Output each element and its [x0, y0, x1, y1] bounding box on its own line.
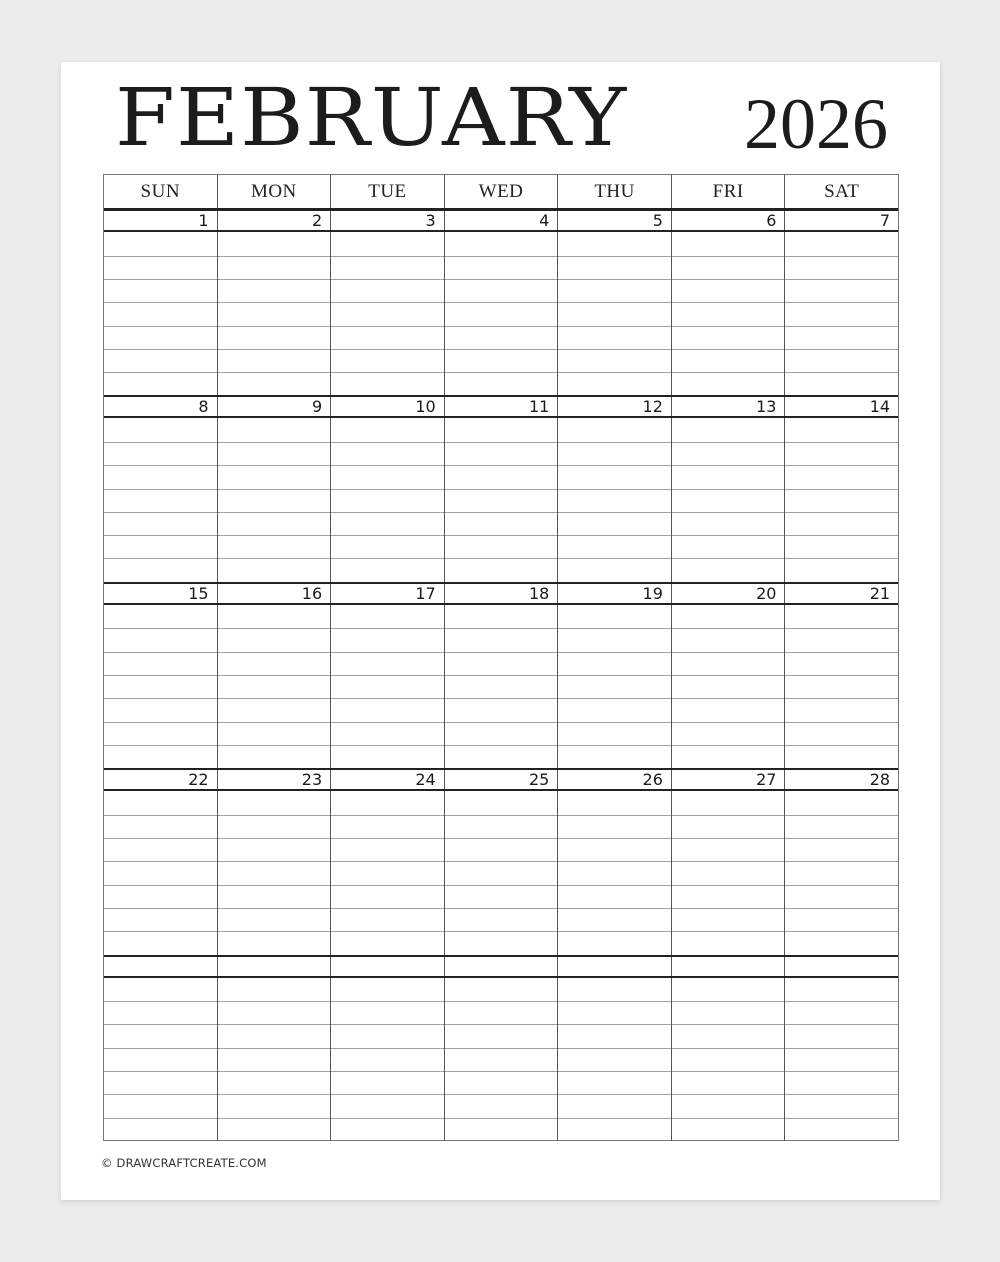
- note-line: [785, 745, 898, 746]
- note-line: [558, 745, 671, 746]
- note-line: [558, 1071, 671, 1072]
- day-cell[interactable]: [104, 395, 217, 581]
- note-line: [558, 652, 671, 653]
- day-cell[interactable]: [557, 582, 671, 768]
- note-line: [331, 512, 444, 513]
- day-cell[interactable]: [217, 955, 331, 1141]
- note-line: [558, 628, 671, 629]
- day-number: 25: [528, 770, 550, 790]
- note-line: [672, 1094, 785, 1095]
- note-line: [558, 838, 671, 839]
- day-cell[interactable]: [217, 395, 331, 581]
- note-line: [445, 885, 558, 886]
- note-line: [558, 512, 671, 513]
- note-line: [218, 1094, 331, 1095]
- note-line: [558, 931, 671, 932]
- day-number: 7: [879, 211, 891, 230]
- week-row: [104, 768, 898, 954]
- note-line: [218, 815, 331, 816]
- day-cell[interactable]: [104, 955, 217, 1141]
- day-cell[interactable]: [671, 955, 785, 1141]
- note-line: [785, 512, 898, 513]
- note-line: [104, 628, 217, 629]
- day-number: 6: [766, 211, 777, 230]
- day-cell[interactable]: [784, 395, 898, 581]
- day-cell[interactable]: [557, 209, 671, 395]
- day-cell[interactable]: [784, 209, 898, 395]
- note-line: [218, 722, 331, 723]
- note-line: [445, 628, 558, 629]
- day-cell[interactable]: [330, 209, 444, 395]
- note-line: [445, 302, 558, 303]
- copyright-footer: © DRAWCRAFTCREATE.COM: [101, 1156, 267, 1170]
- note-line: [785, 931, 898, 932]
- note-line: [445, 908, 558, 909]
- day-cell[interactable]: [557, 955, 671, 1141]
- note-line: [785, 815, 898, 816]
- note-line: [672, 1001, 785, 1002]
- day-cell[interactable]: [557, 768, 671, 954]
- note-line: [218, 652, 331, 653]
- note-line: [104, 279, 217, 280]
- weekday-sun: SUN: [140, 181, 181, 202]
- note-line: [218, 489, 331, 490]
- note-line: [672, 1048, 785, 1049]
- note-line: [445, 838, 558, 839]
- note-line: [672, 302, 785, 303]
- note-line: [785, 1118, 898, 1119]
- note-line: [785, 279, 898, 280]
- note-line: [331, 442, 444, 443]
- note-line: [785, 675, 898, 676]
- note-line: [445, 489, 558, 490]
- note-line: [331, 349, 444, 350]
- note-line: [445, 652, 558, 653]
- day-cell[interactable]: [330, 395, 444, 581]
- day-number: 15: [188, 583, 209, 603]
- note-line: [104, 1094, 217, 1095]
- note-line: [672, 675, 785, 676]
- note-line: [672, 722, 785, 723]
- note-line: [218, 558, 331, 559]
- note-line: [218, 256, 331, 257]
- note-line: [785, 908, 898, 909]
- note-line: [331, 861, 444, 862]
- note-line: [104, 908, 217, 909]
- note-line: [445, 1118, 558, 1119]
- note-line: [331, 465, 444, 466]
- day-cell[interactable]: [217, 768, 331, 954]
- day-cell[interactable]: [784, 768, 898, 954]
- note-line: [558, 489, 671, 490]
- day-number: 18: [528, 583, 550, 603]
- note-line: [104, 698, 217, 699]
- note-line: [218, 302, 331, 303]
- note-line: [672, 1024, 785, 1025]
- note-line: [104, 745, 217, 746]
- note-line: [785, 652, 898, 653]
- note-line: [331, 908, 444, 909]
- note-line: [218, 1118, 331, 1119]
- note-line: [672, 465, 785, 466]
- note-line: [445, 1094, 558, 1095]
- note-line: [445, 745, 558, 746]
- note-line: [218, 349, 331, 350]
- note-line: [445, 722, 558, 723]
- note-line: [785, 465, 898, 466]
- note-line: [785, 442, 898, 443]
- note-line: [672, 279, 785, 280]
- note-line: [445, 349, 558, 350]
- note-line: [331, 931, 444, 932]
- note-line: [785, 861, 898, 862]
- week-row: [104, 395, 898, 581]
- month-title: FEBRUARY: [115, 71, 628, 164]
- day-number: 26: [642, 770, 663, 790]
- note-line: [672, 442, 785, 443]
- note-line: [218, 512, 331, 513]
- note-line: [785, 1094, 898, 1095]
- day-number: 13: [756, 397, 777, 417]
- note-line: [104, 1118, 217, 1119]
- note-line: [558, 465, 671, 466]
- note-line: [104, 861, 217, 862]
- note-line: [331, 1118, 444, 1119]
- note-line: [785, 302, 898, 303]
- note-line: [558, 675, 671, 676]
- weekday-thu: THU: [557, 175, 671, 208]
- note-line: [104, 349, 217, 350]
- day-cell[interactable]: [557, 395, 671, 581]
- note-line: [558, 302, 671, 303]
- note-line: [218, 372, 331, 373]
- note-line: [785, 489, 898, 490]
- note-line: [445, 1024, 558, 1025]
- note-line: [331, 675, 444, 676]
- note-line: [785, 698, 898, 699]
- note-line: [445, 512, 558, 513]
- note-line: [558, 1118, 671, 1119]
- note-line: [331, 745, 444, 746]
- day-cell[interactable]: [671, 209, 785, 395]
- day-number: 12: [642, 397, 663, 417]
- note-line: [331, 1001, 444, 1002]
- note-line: [445, 861, 558, 862]
- note-line: [445, 931, 558, 932]
- note-line: [558, 326, 671, 327]
- note-line: [672, 535, 785, 536]
- note-line: [785, 1001, 898, 1002]
- day-number: 17: [415, 583, 436, 603]
- note-line: [218, 1001, 331, 1002]
- note-line: [785, 326, 898, 327]
- note-line: [558, 279, 671, 280]
- weekday-sat: SAT: [784, 175, 898, 208]
- day-number: 5: [652, 211, 663, 230]
- day-cell[interactable]: [330, 768, 444, 954]
- note-line: [785, 722, 898, 723]
- note-line: [558, 1048, 671, 1049]
- note-line: [331, 722, 444, 723]
- weekday-tue: TUE: [330, 175, 444, 208]
- note-line: [331, 302, 444, 303]
- note-line: [558, 885, 671, 886]
- note-line: [785, 349, 898, 350]
- note-line: [331, 489, 444, 490]
- note-line: [785, 1048, 898, 1049]
- note-line: [218, 279, 331, 280]
- note-line: [445, 465, 558, 466]
- note-line: [331, 1094, 444, 1095]
- note-line: [104, 815, 217, 816]
- note-line: [331, 256, 444, 257]
- day-number: 27: [756, 770, 777, 790]
- note-line: [331, 535, 444, 536]
- note-line: [104, 652, 217, 653]
- note-line: [785, 256, 898, 257]
- note-line: [445, 535, 558, 536]
- note-line: [445, 442, 558, 443]
- note-line: [785, 885, 898, 886]
- note-line: [218, 442, 331, 443]
- note-line: [672, 1118, 785, 1119]
- week-row: [104, 582, 898, 768]
- note-line: [218, 326, 331, 327]
- note-line: [331, 698, 444, 699]
- day-number: 2: [311, 211, 323, 230]
- day-cell[interactable]: [444, 768, 558, 954]
- note-line: [558, 372, 671, 373]
- note-line: [558, 908, 671, 909]
- day-number: 4: [539, 211, 550, 230]
- note-line: [672, 558, 785, 559]
- note-line: [104, 931, 217, 932]
- note-line: [331, 652, 444, 653]
- note-line: [218, 1048, 331, 1049]
- note-line: [104, 1071, 217, 1072]
- day-number: 9: [311, 397, 323, 417]
- note-line: [672, 931, 785, 932]
- note-line: [218, 745, 331, 746]
- note-line: [785, 558, 898, 559]
- note-line: [331, 1071, 444, 1072]
- day-number: 10: [415, 397, 436, 417]
- note-line: [672, 908, 785, 909]
- note-line: [672, 838, 785, 839]
- day-number: 20: [756, 583, 777, 603]
- note-line: [331, 1048, 444, 1049]
- day-cell[interactable]: [671, 395, 785, 581]
- note-line: [104, 535, 217, 536]
- day-number: 8: [198, 397, 209, 417]
- note-line: [672, 326, 785, 327]
- note-line: [672, 512, 785, 513]
- note-line: [672, 628, 785, 629]
- note-line: [445, 256, 558, 257]
- day-cell[interactable]: [104, 768, 217, 954]
- note-line: [331, 279, 444, 280]
- note-line: [672, 489, 785, 490]
- note-line: [445, 1071, 558, 1072]
- note-line: [785, 628, 898, 629]
- note-line: [104, 1048, 217, 1049]
- note-line: [672, 698, 785, 699]
- year-title: 2026: [744, 84, 888, 164]
- note-line: [558, 722, 671, 723]
- note-line: [104, 838, 217, 839]
- note-line: [218, 1024, 331, 1025]
- note-line: [558, 815, 671, 816]
- note-line: [672, 349, 785, 350]
- note-line: [218, 535, 331, 536]
- note-line: [104, 302, 217, 303]
- note-line: [104, 1001, 217, 1002]
- day-number: 28: [869, 770, 891, 790]
- note-line: [104, 256, 217, 257]
- note-line: [672, 885, 785, 886]
- day-cell[interactable]: [104, 209, 217, 395]
- note-line: [785, 1071, 898, 1072]
- note-line: [104, 675, 217, 676]
- day-cell[interactable]: [330, 582, 444, 768]
- note-line: [672, 861, 785, 862]
- day-cell[interactable]: [784, 582, 898, 768]
- note-line: [331, 1024, 444, 1025]
- day-cell[interactable]: [217, 582, 331, 768]
- note-line: [785, 1024, 898, 1025]
- note-line: [558, 535, 671, 536]
- day-cell[interactable]: [104, 582, 217, 768]
- note-line: [445, 279, 558, 280]
- note-line: [331, 558, 444, 559]
- weekday-wed: WED: [444, 175, 558, 208]
- note-line: [558, 349, 671, 350]
- day-number: 11: [528, 397, 550, 417]
- note-line: [445, 1048, 558, 1049]
- day-number: 22: [188, 770, 209, 790]
- note-line: [331, 326, 444, 327]
- note-line: [558, 558, 671, 559]
- note-line: [672, 652, 785, 653]
- week-row: [104, 955, 898, 1141]
- day-number: 23: [301, 770, 323, 790]
- note-line: [445, 698, 558, 699]
- note-line: [104, 465, 217, 466]
- day-cell[interactable]: [671, 768, 785, 954]
- note-line: [218, 698, 331, 699]
- note-line: [218, 465, 331, 466]
- day-number: 16: [301, 583, 323, 603]
- note-line: [218, 838, 331, 839]
- note-line: [558, 256, 671, 257]
- note-line: [785, 535, 898, 536]
- calendar-grid: [103, 174, 899, 1141]
- note-line: [785, 372, 898, 373]
- day-cell[interactable]: [217, 209, 331, 395]
- day-cell[interactable]: [444, 209, 558, 395]
- day-number: 19: [642, 583, 663, 603]
- note-line: [445, 372, 558, 373]
- day-cell[interactable]: [784, 955, 898, 1141]
- day-number: 1: [198, 211, 209, 230]
- note-line: [104, 1024, 217, 1025]
- note-line: [331, 885, 444, 886]
- note-line: [104, 558, 217, 559]
- day-cell[interactable]: [330, 955, 444, 1141]
- note-line: [104, 489, 217, 490]
- note-line: [672, 745, 785, 746]
- note-line: [218, 1071, 331, 1072]
- day-cell[interactable]: [671, 582, 785, 768]
- note-line: [558, 698, 671, 699]
- note-line: [104, 326, 217, 327]
- note-line: [218, 908, 331, 909]
- day-number: 3: [425, 211, 436, 230]
- weekday-fri: FRI: [671, 175, 785, 208]
- note-line: [218, 675, 331, 676]
- note-line: [331, 838, 444, 839]
- day-number: 21: [869, 583, 891, 603]
- note-line: [218, 628, 331, 629]
- note-line: [104, 722, 217, 723]
- note-line: [218, 861, 331, 862]
- note-line: [331, 372, 444, 373]
- day-number: 14: [869, 397, 891, 417]
- note-line: [445, 675, 558, 676]
- day-cell[interactable]: [444, 395, 558, 581]
- weekday-mon: MON: [217, 175, 331, 208]
- note-line: [558, 1024, 671, 1025]
- note-line: [558, 442, 671, 443]
- note-line: [558, 861, 671, 862]
- note-line: [445, 815, 558, 816]
- day-cell[interactable]: [444, 582, 558, 768]
- note-line: [672, 372, 785, 373]
- day-cell[interactable]: [444, 955, 558, 1141]
- note-line: [445, 326, 558, 327]
- note-line: [672, 1071, 785, 1072]
- weekday-header-row: [104, 175, 898, 210]
- note-line: [104, 372, 217, 373]
- note-line: [445, 1001, 558, 1002]
- week-row: [104, 209, 898, 395]
- note-line: [558, 1094, 671, 1095]
- note-line: [104, 512, 217, 513]
- day-number: 24: [415, 770, 436, 790]
- note-line: [331, 815, 444, 816]
- note-line: [785, 838, 898, 839]
- calendar-page: [61, 62, 940, 1200]
- note-line: [218, 885, 331, 886]
- note-line: [558, 1001, 671, 1002]
- note-line: [104, 442, 217, 443]
- note-line: [331, 628, 444, 629]
- note-line: [218, 931, 331, 932]
- note-line: [672, 815, 785, 816]
- note-line: [104, 885, 217, 886]
- note-line: [672, 256, 785, 257]
- note-line: [445, 558, 558, 559]
